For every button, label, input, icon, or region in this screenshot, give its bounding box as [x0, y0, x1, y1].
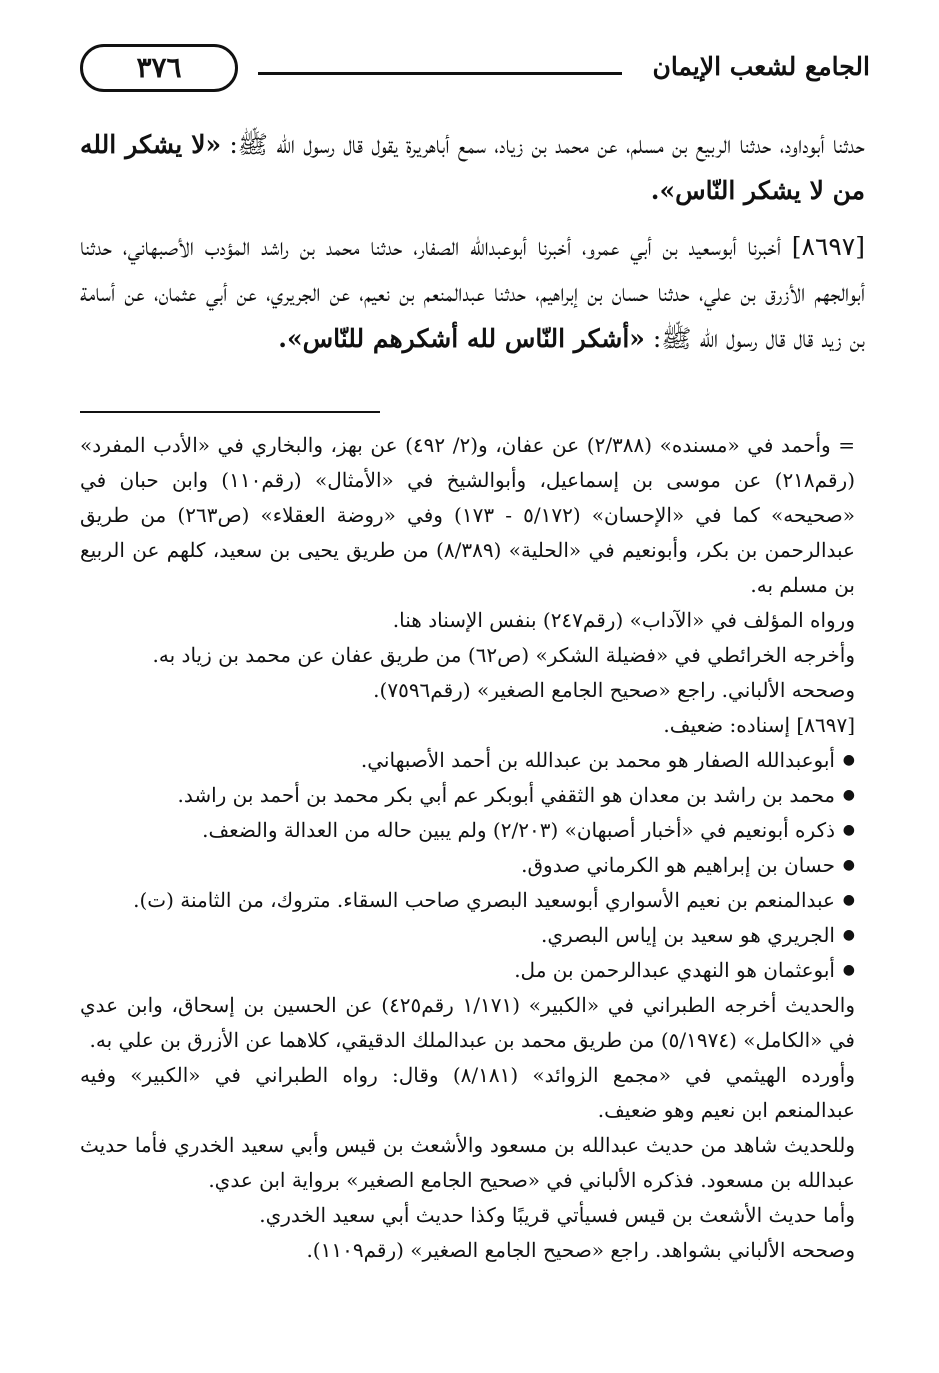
list-item: ● حسان بن إبراهيم هو الكرماني صدوق. [80, 848, 835, 883]
list-item: ● أبوعبدالله الصفار هو محمد بن عبدالله بن أحمد الأصبهاني. [80, 743, 835, 778]
paragraph-1-text: حدثنا أبوداود، حدثنا الربيع بن مسلم، عن محمد بن زياد، سمع أباهريرة يقول قال رسول الله ﷺ: [221, 130, 865, 159]
list-item: ● محمد بن راشد بن معدان هو الثقفي أبوبكر عم أبي بكر محمد بن أحمد بن راشد. [80, 778, 835, 813]
header-rule [258, 72, 622, 75]
list-item: ● عبدالمنعم بن نعيم الأسواري أبوسعيد البصري صاحب السقاء. متروك، من الثامنة (ت). [80, 883, 835, 918]
paragraph-2 [80, 224, 865, 362]
main-text [80, 122, 865, 372]
list-item: ● ذكره أبونعيم في «أخبار أصبهان» (٢/٢٠٣) ولم يبين حاله من العدالة والضعف. [80, 813, 835, 848]
footnote-paragraph: وأخرجه الخرائطي في «فضيلة الشكر» (ص٦٢) من طريق عفان عن محمد بن زياد به. [152, 643, 855, 667]
footnote-paragraph: وأما حديث الأشعث بن قيس فسيأتي قريبًا وكذا حديث أبي سعيد الخدري. [259, 1203, 855, 1227]
hadith-text-1: «لا يشكر الله من لا يشكر النّاس». [80, 130, 865, 205]
list-item: ● الجريري هو سعيد بن إياس البصري. [80, 918, 835, 953]
hadith-text-2: «أشكر النّاس لله أشكرهم للنّاس». [278, 324, 645, 353]
narrator-list [80, 743, 855, 988]
book-title: الجامع لشعب الإيمان [652, 52, 870, 81]
footnote-paragraph: وأورده الهيثمي في «مجمع الزوائد» (٨/١٨١) وقال: رواه الطبراني في «الكبير» وفيه عبدالمنعم ابن نعيم وهو ضعيف. [80, 1063, 855, 1122]
page-header [80, 40, 870, 104]
footnotes [80, 428, 855, 1268]
paragraph-2-text: [٨٦٩٧] أخبرنا أبوسعيد بن أبي عمرو، أخبرنا أبوعبدالله الصفار، حدثنا محمد بن راشد المؤدب الأصبهاني، حدثنا أبوالجهم الأزرق بن علي، حدثنا حسان بن إبراهيم، حدثنا عبدالمنعم بن نعيم، عن الجريري، عن أبي عثمان، عن أسامة بن زيد قال قال رسول الله ﷺ: [80, 232, 866, 353]
footnote-paragraph: ورواه المؤلف في «الآداب» (رقم٢٤٧) بنفس الإسناد هنا. [392, 608, 855, 632]
footnote-paragraph: وصححه الألباني بشواهد. راجع «صحيح الجامع الصغير» (رقم١١٠٩). [306, 1238, 855, 1262]
footnote-paragraph: وصححه الألباني. راجع «صحيح الجامع الصغير» (رقم٧٥٩٦). [373, 678, 855, 702]
footnote-divider [80, 411, 380, 413]
list-item: ● أبوعثمان هو النهدي عبدالرحمن بن مل. [80, 953, 835, 988]
page-number: ٣٧٦ [80, 44, 238, 92]
paragraph-1 [80, 122, 865, 214]
footnote-paragraph: وللحديث شاهد من حديث عبدالله بن مسعود والأشعث بن قيس وأبي سعيد الخدري فأما حديث عبدالله بن مسعود. فذكره الألباني في «صحيح الجامع الصغير» برواية ابن عدي. [80, 1133, 855, 1192]
footnote-heading: [٨٦٩٧] إسناده: ضعيف. [663, 713, 855, 737]
footnote-paragraph: = وأحمد في «مسنده» (٢/٣٨٨) عن عفان، و(٢/ ٤٩٢) عن بهز، والبخاري في «الأدب المفرد» (رقم٢١٨) عن موسى بن إسماعيل، وأبوالشيخ في «الأمثال» (رقم١١٠) وابن حبان في «صحيحه» كما في «الإحسان» (٥/١٧٢ - ١٧٣) وفي «روضة العقلاء» (ص٢٦٣) من طريق عبدالرحمن بن بكر، وأبونعيم في «الحلية» (٨/٣٨٩) من طريق يحيى بن سعيد، كلهم عن الربيع بن مسلم به. [80, 433, 856, 597]
footnote-paragraph: والحديث أخرجه الطبراني في «الكبير» (١/١٧١ رقم٤٢٥) عن الحسين بن إسحاق، وابن عدي في «الكامل» (٥/١٩٧٤) من طريق محمد بن عبدالملك الدقيقي، كلاهما عن الأزرق بن علي به. [80, 993, 855, 1052]
